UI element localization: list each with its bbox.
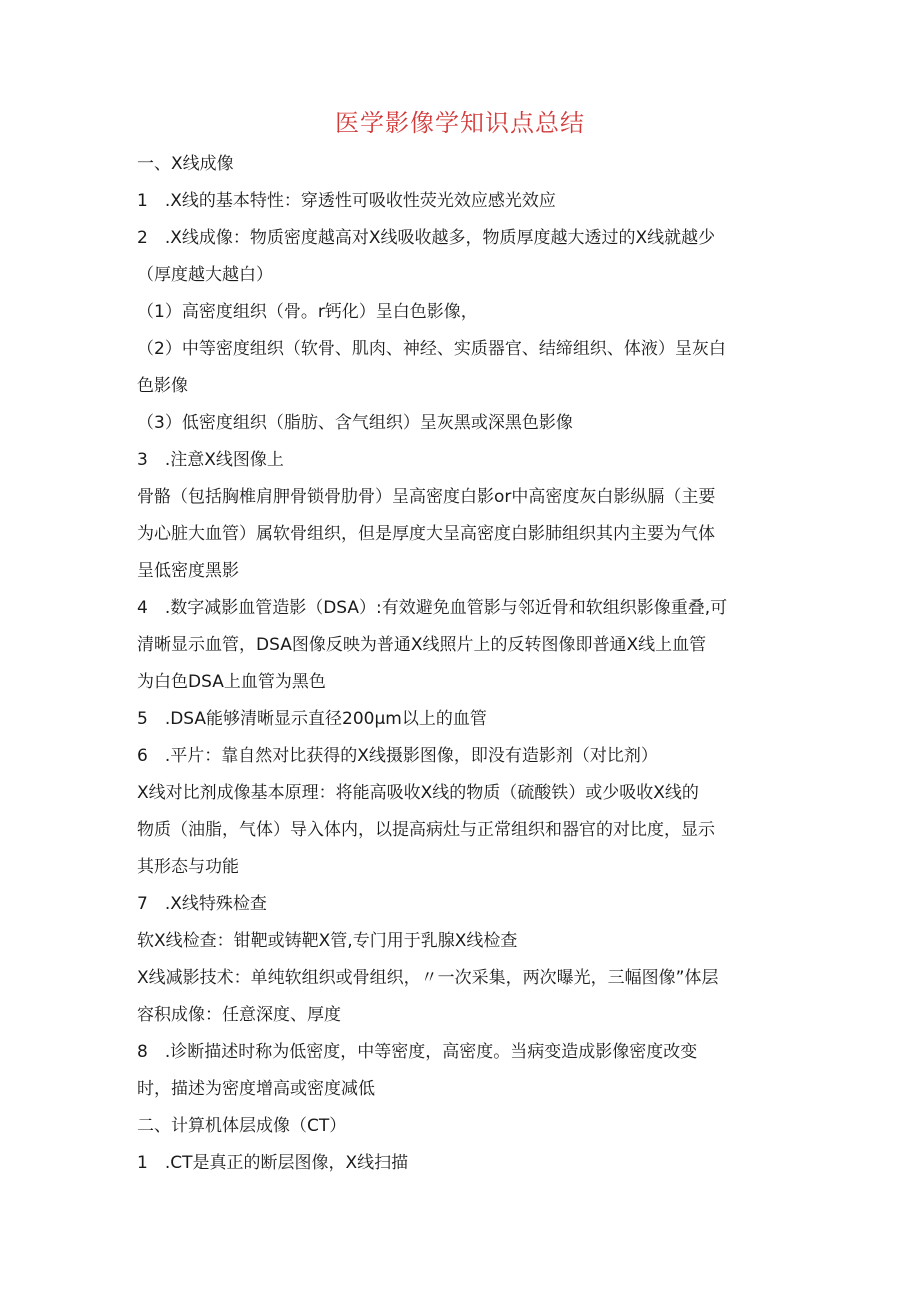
paragraph-line: 骨骼（包括胸椎肩胛骨锁骨肋骨）呈高密度白影or中高密度灰白影纵膈（主要 bbox=[137, 487, 716, 507]
paragraph-line: 为白色DSA上血管为黑色 bbox=[137, 672, 326, 692]
paragraph-line: 3 .注意X线图像上 bbox=[137, 450, 284, 470]
paragraph-line: 时，描述为密度增高或密度减低 bbox=[137, 1079, 375, 1099]
document-title: 医学影像学知识点总结 bbox=[335, 109, 585, 137]
paragraph-line: 容积成像：任意深度、厚度 bbox=[137, 1005, 341, 1025]
paragraph-line: 7 .X线特殊检查 bbox=[137, 894, 267, 914]
paragraph-line: 物质（油脂，气体）导入体内，以提高病灶与正常组织和器官的对比度，显示 bbox=[137, 820, 715, 840]
paragraph-line: 其形态与功能 bbox=[137, 857, 239, 877]
paragraph-line: （3）低密度组织（脂肪、含气组织）呈灰黑或深黑色影像 bbox=[137, 413, 573, 433]
paragraph-line: 8 .诊断描述时称为低密度，中等密度，高密度。当病变造成影像密度改变 bbox=[137, 1042, 698, 1062]
paragraph-line: X线减影技术：单纯软组织或骨组织，〃一次采集，两次曝光，三幅图像”体层 bbox=[137, 968, 719, 988]
paragraph-line: 呈低密度黑影 bbox=[137, 561, 239, 581]
paragraph-line: 1 .CT是真正的断层图像，X线扫描 bbox=[137, 1153, 409, 1173]
paragraph-line: 4 .数字减影血管造影（DSA）:有效避免血管影与邻近骨和软组织影像重叠,可 bbox=[137, 598, 728, 618]
paragraph-line: X线对比剂成像基本原理：将能高吸收X线的物质（硫酸铁）或少吸收X线的 bbox=[137, 783, 699, 803]
section-heading-xray: 一、X线成像 bbox=[137, 154, 234, 174]
paragraph-line: （2）中等密度组织（软骨、肌肉、神经、实质器官、结缔组织、体液）呈灰白 bbox=[137, 339, 726, 359]
section-heading-ct: 二、计算机体层成像（CT） bbox=[137, 1116, 347, 1136]
paragraph-line: （1）高密度组织（骨。r钙化）呈白色影像， bbox=[137, 302, 478, 322]
paragraph-line: （厚度越大越白） bbox=[137, 265, 273, 285]
paragraph-line: 色影像 bbox=[137, 376, 188, 396]
paragraph-line: 为心脏大血管）属软骨组织，但是厚度大呈高密度白影肺组织其内主要为气体 bbox=[137, 524, 715, 544]
paragraph-line: 清晰显示血管，DSA图像反映为普通X线照片上的反转图像即普通X线上血管 bbox=[137, 635, 707, 655]
document-body bbox=[137, 146, 787, 1182]
paragraph-line: 1 .X线的基本特性：穿透性可吸收性荧光效应感光效应 bbox=[137, 191, 556, 211]
paragraph-line: 2 .X线成像：物质密度越高对X线吸收越多，物质厚度越大透过的X线就越少 bbox=[137, 228, 716, 248]
paragraph-line: 5 .DSA能够清晰显示直径200μm以上的血管 bbox=[137, 709, 487, 729]
paragraph-line: 软X线检查：钳靶或铸靶X管,专门用于乳腺X线检查 bbox=[137, 931, 518, 951]
paragraph-line: 6 .平片：靠自然对比获得的X线摄影图像，即没有造影剂（对比剂） bbox=[137, 746, 658, 766]
